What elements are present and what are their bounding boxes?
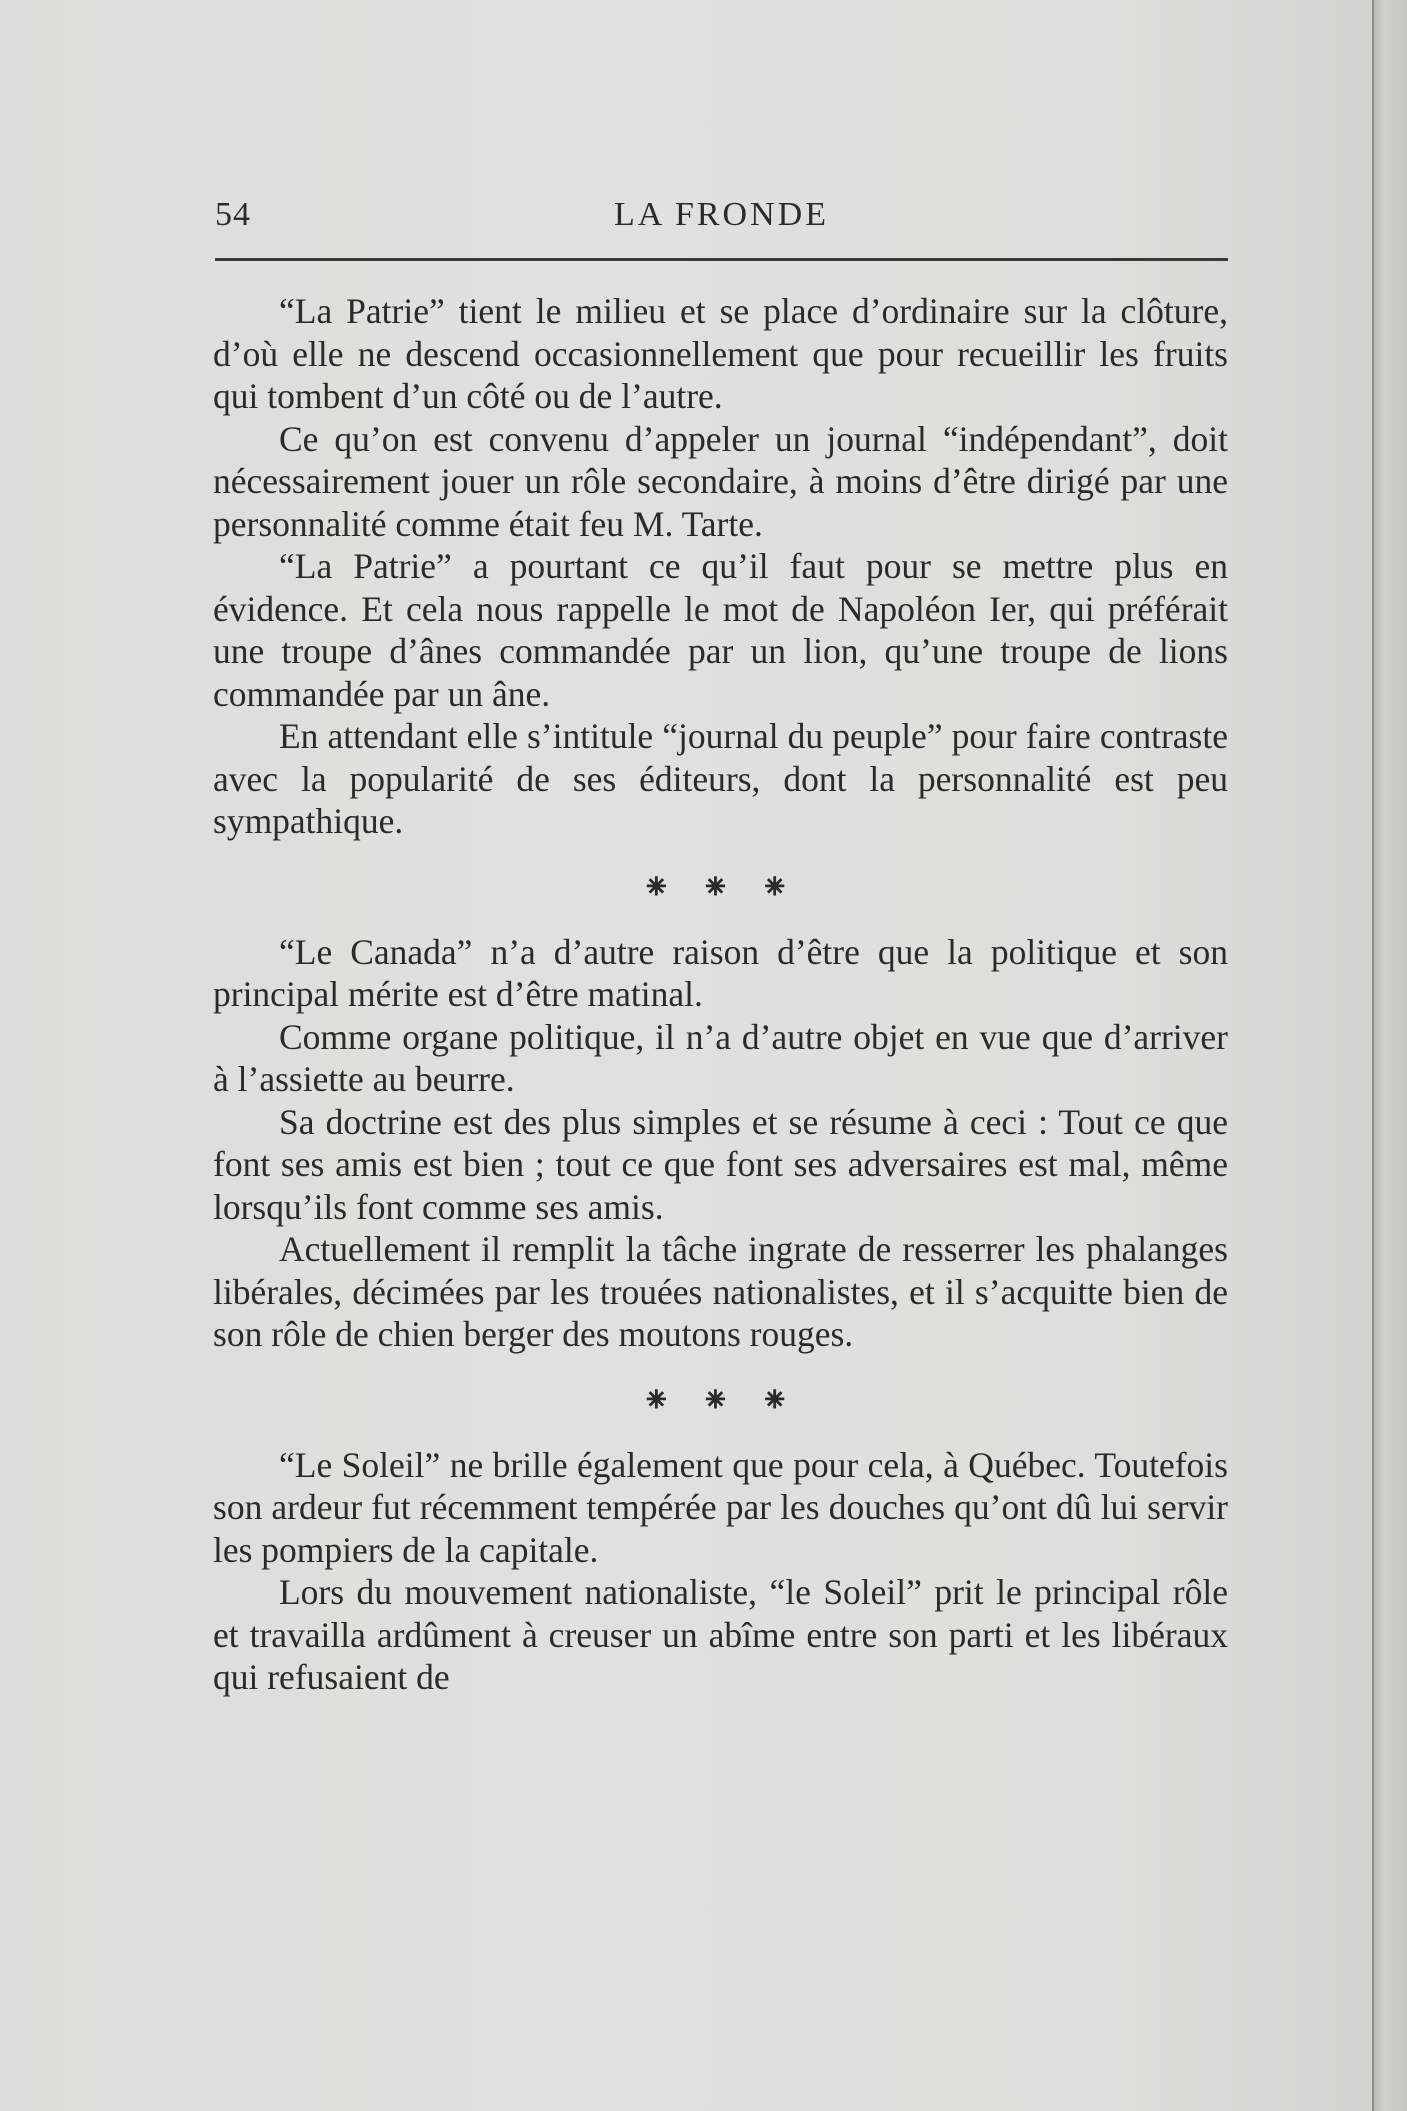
paragraph: Lors du mouvement nationaliste, “le Soleil” prit le principal rôle et travailla ardûment à creuser un abîme entre son parti et les libéraux qui refusaient de xyxy=(213,1572,1228,1697)
section-separator: ⁕ ⁕ ⁕ xyxy=(641,1379,800,1420)
paragraph: En attendant elle s’intitule “journal du peuple” pour faire contraste avec la popularité de ses éditeurs, dont la personnalité est peu sympathique. xyxy=(213,716,1228,841)
paragraph: Comme organe politique, il n’a d’autre objet en vue que d’arriver à l’assiette au beurre. xyxy=(213,1016,1228,1099)
paragraph: “Le Soleil” ne brille également que pour cela, à Québec. Toutefois son ardeur fut récemment tempérée par les douches qu’ont dû lui servir les pompiers de la capitale. xyxy=(213,1444,1228,1570)
section-separator: ⁕ ⁕ ⁕ xyxy=(641,866,800,907)
running-title: LA FRONDE xyxy=(614,196,829,233)
paragraph: “La Patrie” a pourtant ce qu’il faut pour se mettre plus en évidence. Et cela nous rappelle le mot de Napoléon Ier, qui préférait une troupe d’ânes commandée par un lion, qu’une troupe de lions commandée par un âne. xyxy=(213,546,1228,714)
paragraph: Ce qu’on est convenu d’appeler un journal “indépendant”, doit nécessairement jouer un rôle secondaire, à moins d’être dirigé par une personnalité comme était feu M. Tarte. xyxy=(213,418,1228,544)
page-number: 54 xyxy=(215,196,251,233)
paragraph: “Le Canada” n’a d’autre raison d’être que la politique et son principal mérite est d’être matinal. xyxy=(213,931,1228,1014)
page-header xyxy=(215,196,1228,246)
paragraph: Actuellement il remplit la tâche ingrate de resserrer les phalanges libérales, décimées par les trouées nationalistes, et il s’acquitte bien de son rôle de chien berger des moutons rouges. xyxy=(213,1229,1228,1354)
paragraph: “La Patrie” tient le milieu et se place d’ordinaire sur la clôture, d’où elle ne descend occasionnellement que pour recueillir les fruits qui tombent d’un côté ou de l’autre. xyxy=(213,291,1228,416)
body-text xyxy=(213,290,1228,1699)
header-rule xyxy=(215,258,1228,261)
paragraph: Sa doctrine est des plus simples et se résume à ceci : Tout ce que font ses amis est bien ; tout ce que font ses adversaires est mal, même lorsqu’ils font comme ses amis. xyxy=(213,1101,1228,1227)
page-edge xyxy=(1372,0,1407,2111)
